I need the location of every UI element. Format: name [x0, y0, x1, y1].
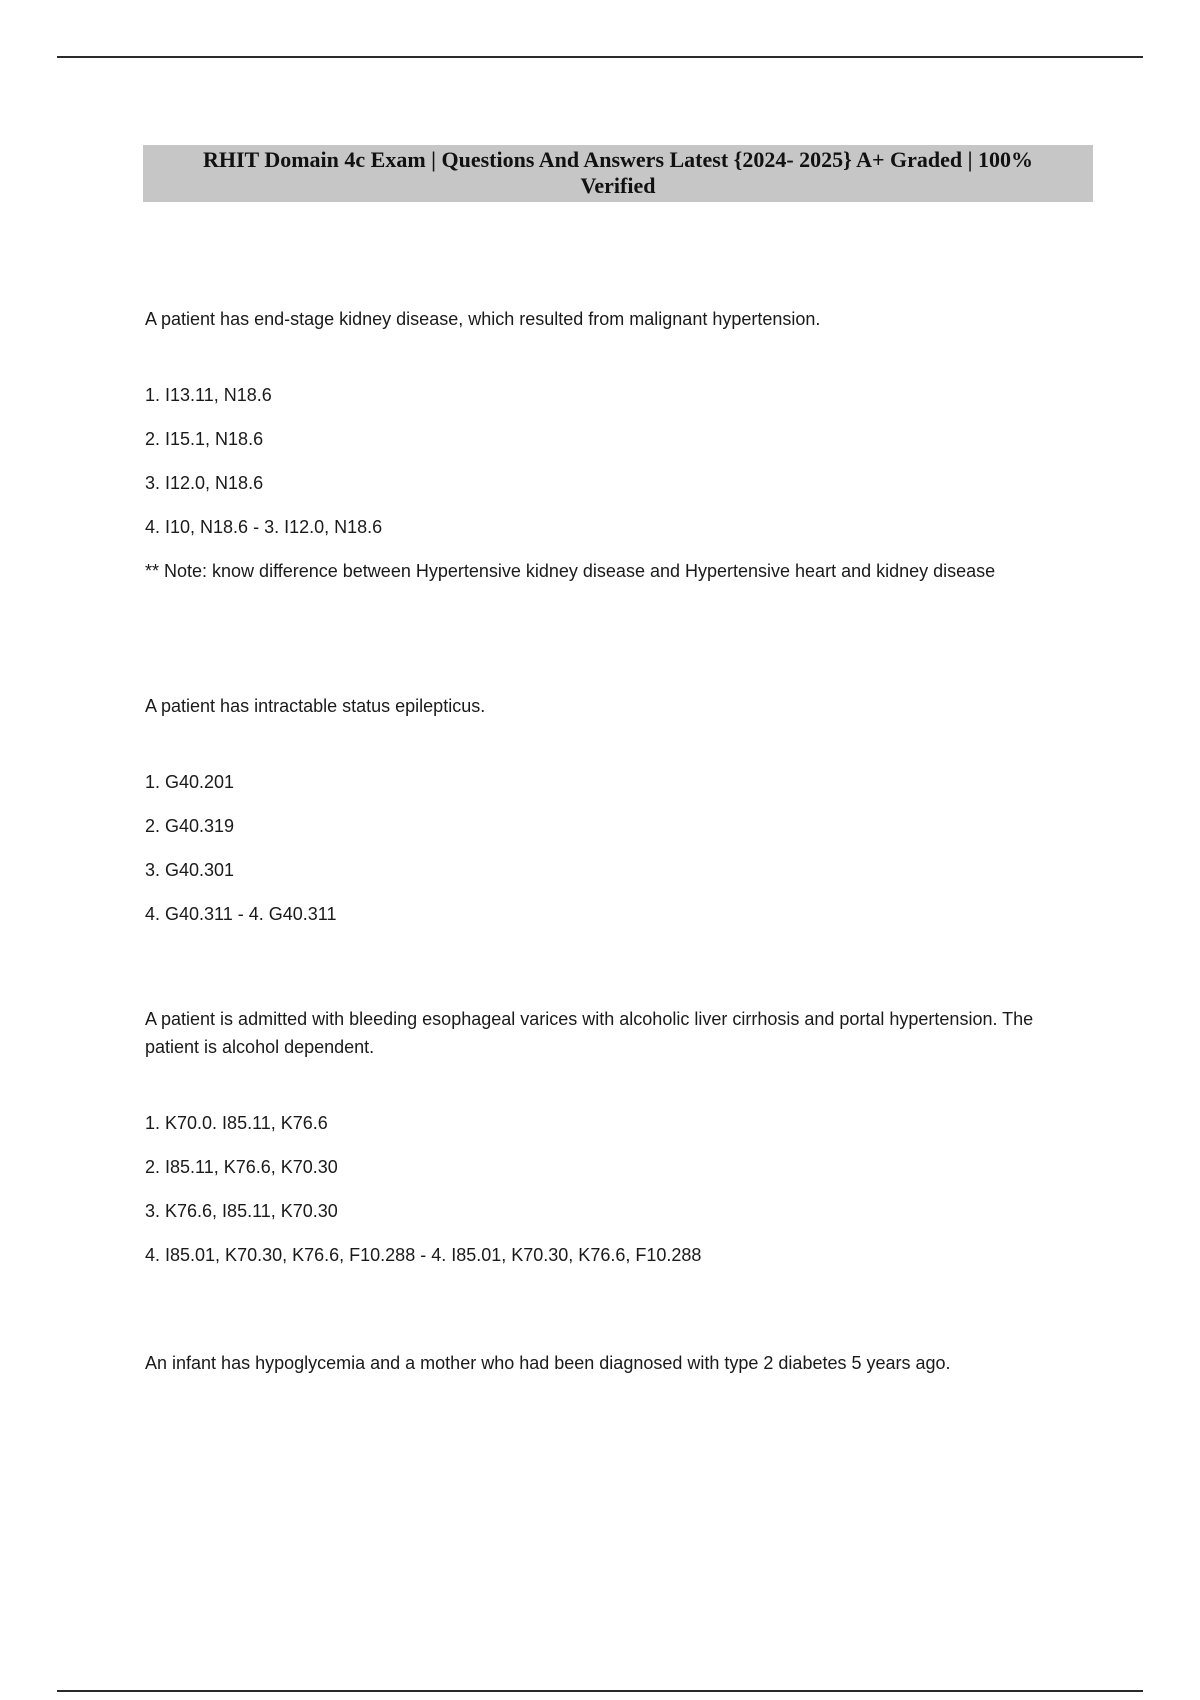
document-title-text: RHIT Domain 4c Exam | Questions And Answers Latest {2024- 2025} A+ Graded | 100% Verified — [203, 147, 1033, 198]
answer-option: 2. G40.319 — [145, 816, 235, 836]
answer-option: 1. G40.201 — [145, 772, 235, 792]
question-text: A patient has end-stage kidney disease, which resulted from malignant hypertension. — [145, 309, 821, 329]
answer-option: 4. G40.311 - 4. G40.311 — [145, 904, 337, 924]
answer-option: 1. I13.11, N18.6 — [145, 385, 272, 405]
question-item — [145, 1005, 1085, 1285]
answer-option: 2. I15.1, N18.6 — [145, 429, 264, 449]
answer-option: 3. K76.6, I85.11, K70.30 — [145, 1201, 338, 1221]
answer-option: 4. I85.01, K70.30, K76.6, F10.288 - 4. I85.01, K70.30, K76.6, F10.288 — [145, 1245, 702, 1265]
question-text: An infant has hypoglycemia and a mother who had been diagnosed with type 2 diabetes 5 years ago. — [145, 1353, 951, 1373]
question-item — [145, 305, 1085, 585]
answer-options — [145, 1109, 1085, 1269]
question-note: ** Note: know difference between Hypertensive kidney disease and Hypertensive heart and kidney disease — [145, 561, 996, 581]
answer-options — [145, 768, 1085, 928]
answer-option: 3. I12.0, N18.6 — [145, 473, 264, 493]
footer-rule — [57, 1690, 1143, 1692]
document-title — [143, 145, 1093, 202]
answer-option: 4. I10, N18.6 - 3. I12.0, N18.6 — [145, 517, 383, 537]
question-text: A patient has intractable status epilepticus. — [145, 696, 486, 716]
answer-option: 3. G40.301 — [145, 860, 235, 880]
answer-option: 2. I85.11, K76.6, K70.30 — [145, 1157, 338, 1177]
question-text: A patient is admitted with bleeding esophageal varices with alcoholic liver cirrhosis and portal hypertension. The patient is alcohol dependent. — [145, 1009, 1034, 1057]
header-rule — [57, 56, 1143, 58]
question-item — [145, 1349, 1085, 1377]
question-item — [145, 692, 1085, 944]
answer-option: 1. K70.0. I85.11, K76.6 — [145, 1113, 328, 1133]
answer-options — [145, 381, 1085, 541]
